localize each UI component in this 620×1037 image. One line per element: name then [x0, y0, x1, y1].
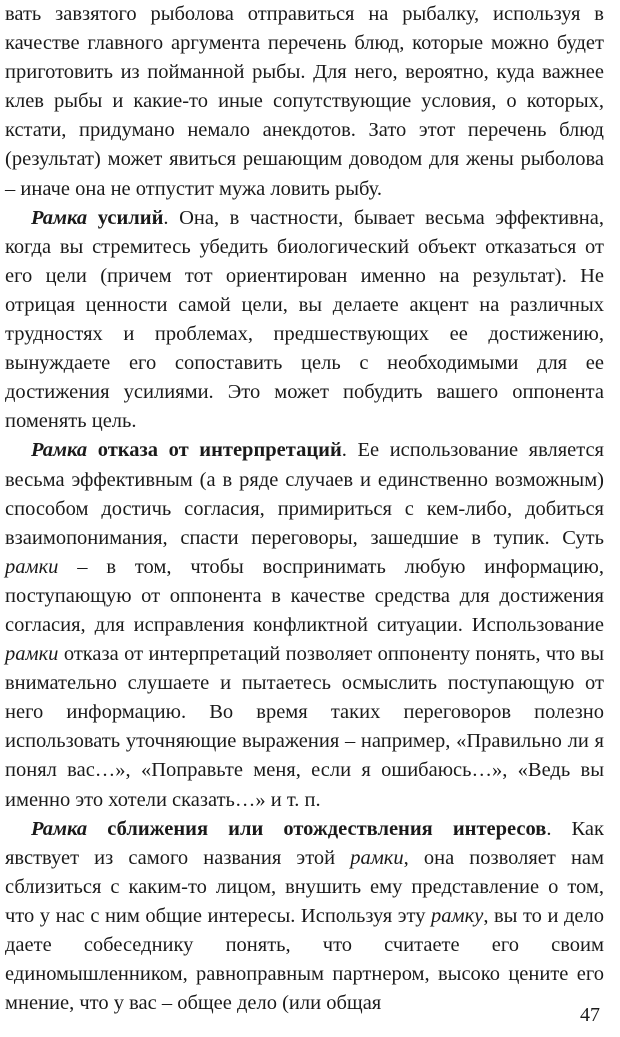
italic-word: рамки — [5, 555, 59, 578]
paragraph-1 — [5, 0, 604, 204]
term-rest: отказа от интерпретаций — [87, 439, 342, 462]
paragraph-frame-refusal — [5, 436, 604, 814]
italic-word: рамки — [5, 643, 59, 666]
paragraph-text: . Как явствует из самого названия этой — [5, 817, 604, 869]
paragraph-text: . Ее использование является весьма эффективным (а в ряде случаев и единственно возможным) способом достичь согласия, примириться с кем-либо, добиться взаимопонимания, спасти переговоры, зашедшие в тупик. Суть — [5, 439, 604, 549]
paragraph-text: – в том, чтобы воспринимать любую информацию, поступающую от оппонента в качестве средства для достижения согласия, для исправления конфликтной ситуации. Использование — [5, 555, 604, 636]
term-heading — [31, 818, 546, 840]
italic-word: рамки — [350, 846, 404, 869]
term-italic: Рамка — [31, 206, 88, 229]
italic-word: рамку — [431, 904, 484, 927]
paragraph-1-text: вать завзятого рыболова отправиться на рыбалку, используя в качестве главного аргумента перечень блюд, которые можно будет приготовить из пойманной рыбы. Для него, вероятно, куда важнее клев рыбы и какие-то иные сопутствующие условия, о которых, кстати, придумано немало анекдотов. Зато этот перечень блюд (результат) может явиться решающим доводом для жены рыболова – иначе она не отпустит мужа ловить рыбу. — [5, 3, 604, 200]
term-italic: Рамка — [31, 817, 88, 840]
paragraph-text: , вы то и дело даете собеседнику понять, что считаете его своим единомышленником, равноправным партнером, высоко цените его мнение, что у вас – общее дело (или общая — [5, 904, 605, 1015]
term-heading — [31, 439, 342, 461]
paragraph-text: отказа от интерпретаций позволяет оппоненту понять, что вы внимательно слушаете и пытаетесь осмыслить поступающую от него информацию. Во время таких переговоров полезно использовать уточняющие выражения – например, «Правильно ли я понял вас…», «Поправьте меня, если я ошибаюсь…», «Ведь вы именно это хотели сказать…» и т. п. — [5, 643, 604, 811]
term-rest: усилий — [87, 206, 164, 229]
page-number: 47 — [580, 1004, 600, 1026]
term-rest: сближения или отождествления интересов — [87, 817, 547, 840]
paragraph-text: . Она, в частности, бывает весьма эффективна, когда вы стремитесь убедить биологический объект отказаться от его цели (причем тот ориентирован именно на результат). Не отрицая ценности самой цели, вы делаете акцент на различных трудностях и проблемах, предшествующих ее достижению, вынуждаете его сопоставить цель с необходимыми для ее достижения усилиями. Это может побудить вашего оппонента поменять цель. — [5, 206, 604, 433]
paragraph-frame-convergence — [5, 815, 604, 1019]
term-heading — [31, 207, 163, 229]
term-italic: Рамка — [31, 439, 88, 462]
paragraph-frame-effort — [5, 204, 604, 437]
paragraph-text: , она позволяет нам сблизиться с каким-то лицом, внушить ему представление о том, что у нас с ним общие интересы. Используя эту — [5, 846, 605, 927]
